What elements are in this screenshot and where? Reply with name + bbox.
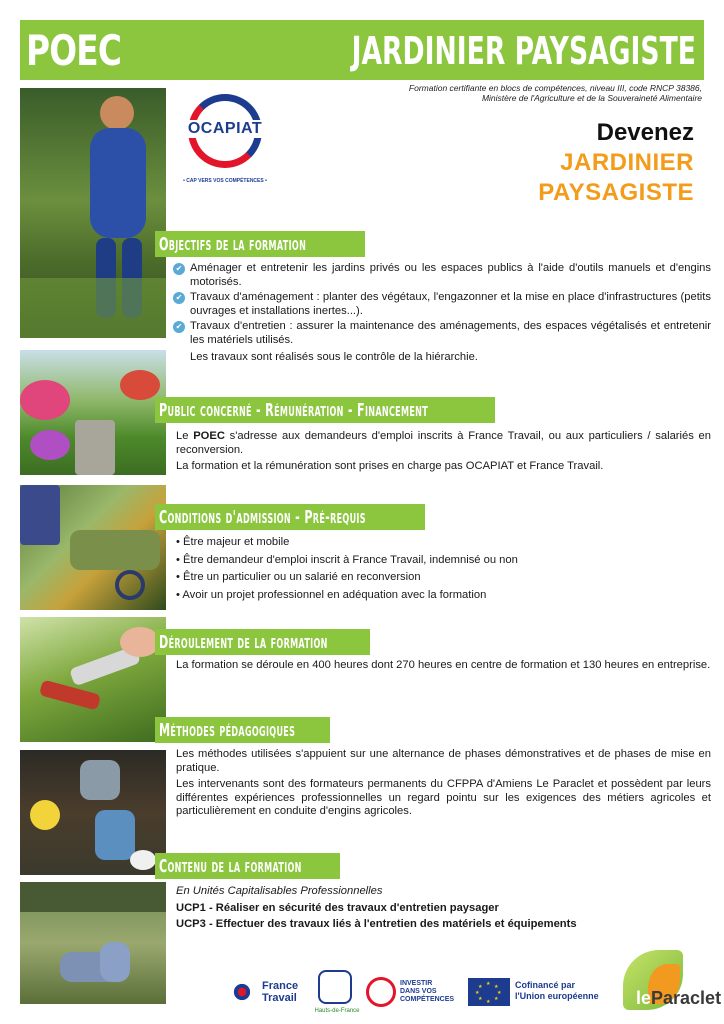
check-icon: ✔ — [173, 321, 185, 333]
section-banner-deroulement — [155, 629, 370, 655]
check-icon: ✔ — [173, 292, 185, 304]
photo-gardener-trimmer — [20, 88, 166, 338]
contenu-item: UCP1 - Réaliser en sécurité des travaux d'entretien paysager — [176, 901, 499, 914]
hero-heading — [538, 118, 694, 208]
public-p1-prefix: Le — [176, 430, 194, 442]
section-title-contenu: Contenu de la formation — [159, 856, 302, 877]
header-left-title: POEC — [26, 26, 122, 75]
header-bar — [20, 20, 704, 80]
section-title-conditions: Conditions d'admission - Pré-requis — [159, 507, 366, 528]
photo-gloved-hands — [20, 882, 166, 1004]
methodes-body — [176, 748, 711, 822]
ocapiat-logo — [170, 90, 280, 190]
investir-line-3: COMPÉTENCES — [400, 996, 455, 1003]
hero-line-1: Devenez — [596, 119, 694, 146]
methodes-paragraph-1: Les méthodes utilisées s'appuient sur une alternance de phases démonstratives et de phases de mise en pratique. — [176, 748, 711, 774]
eu-flag-icon: ★ ★ ★ ★ ★ ★ ★ ★ — [468, 978, 510, 1006]
paraclet-le: le — [636, 988, 652, 1008]
objectifs-note: Les travaux sont réalisés sous le contrôle de la hiérarchie. — [190, 351, 478, 363]
methodes-paragraph-2: Les intervenants sont des formateurs permanents du CFPPA d'Amiens Le Paraclet et possèdent par leurs différentes expériences professionnelles un regard pointu sur les exigences des métiers agricoles et particulièrement en conduite d'engins agricoles. — [176, 778, 711, 817]
certification-note — [302, 83, 702, 103]
section-banner-objectifs — [155, 231, 365, 257]
investir-label — [400, 980, 470, 1004]
contenu-item: UCP3 - Effectuer des travaux liés à l'entretien des matériels et équipements — [176, 918, 577, 930]
hauts-de-france-label: Hauts-de-France — [314, 1008, 360, 1014]
objectif-text: Aménager et entretenir les jardins privés ou les espaces publics à l'aide d'outils manuels et d'engins motorisés. — [190, 262, 711, 288]
hauts-de-france-logo-icon — [318, 970, 352, 1004]
public-paragraph-2: La formation et la rémunération sont prises en charge pas OCAPIAT et France Travail. — [176, 460, 604, 472]
section-title-deroulement: Déroulement de la formation — [159, 632, 328, 653]
investir-line-1: INVESTIR — [400, 980, 433, 987]
header-right-title: JARDINIER PAYSAGISTE — [351, 29, 696, 73]
france-travail-logo-icon — [228, 978, 256, 1006]
objectif-item — [173, 320, 711, 347]
condition-item: • Être demandeur d'emploi inscrit à France Travail, indemnisé ou non — [176, 553, 518, 566]
condition-item: • Être un particulier ou un salarié en reconversion — [176, 571, 421, 583]
eu-line-2: l'Union européenne — [515, 991, 599, 1001]
check-icon: ✔ — [173, 263, 185, 275]
objectif-item — [173, 291, 711, 318]
eu-label — [515, 980, 615, 1002]
photo-wheelbarrow — [20, 485, 166, 610]
cert-line-1: Formation certifiante en blocs de compétences, niveau III, code RNCP 38386, — [408, 83, 702, 93]
france-travail-line-2: Travail — [262, 992, 297, 1004]
contenu-intro: En Unités Capitalisables Professionnelles — [176, 885, 383, 897]
public-p1-rest: s'adresse aux demandeurs d'emploi inscrits à France Travail, ou aux particuliers / salariés en reconversion. — [176, 430, 712, 456]
france-travail-line-1: France — [262, 980, 299, 992]
ocapiat-tagline: • CAP VERS VOS COMPÉTENCES • — [183, 178, 267, 184]
partner-logos — [228, 950, 722, 1020]
section-banner-conditions — [155, 504, 425, 530]
section-title-methodes: Méthodes pédagogiques — [159, 720, 296, 741]
section-title-objectifs: Objectifs de la formation — [159, 234, 307, 255]
objectif-text: Travaux d'entretien : assurer la maintenance des aménagements, des espaces végétalisés et entretenir les matériels utilisés. — [190, 320, 711, 346]
hero-line-3: PAYSAGISTE — [538, 179, 694, 206]
investir-logo-icon — [366, 977, 396, 1007]
paraclet-name: Paraclet — [651, 988, 722, 1008]
photo-garden-path — [20, 350, 166, 475]
objectif-item — [173, 262, 711, 289]
objectifs-body — [173, 262, 711, 368]
paraclet-logo-text — [636, 988, 721, 1009]
deroulement-paragraph: La formation se déroule en 400 heures dont 270 heures en centre de formation et 130 heures en entreprise. — [176, 659, 711, 671]
conditions-body — [176, 536, 711, 606]
investir-line-2: DANS VOS — [400, 988, 437, 995]
condition-item: • Avoir un projet professionnel en adéquation avec la formation — [176, 588, 487, 601]
cert-line-2: Ministère de l'Agriculture et de la Souveraineté Alimentaire — [481, 93, 702, 103]
section-banner-contenu — [155, 853, 340, 879]
france-travail-label — [262, 980, 298, 1004]
section-banner-methodes — [155, 717, 330, 743]
public-body — [176, 430, 711, 477]
contenu-body — [176, 885, 711, 932]
eu-line-1: Cofinancé par — [515, 980, 576, 990]
section-title-public: Public concerné - Rémunération - Financement — [159, 400, 429, 421]
hero-line-2: JARDINIER — [560, 149, 694, 176]
photo-planting-flowers — [20, 750, 166, 875]
objectif-text: Travaux d'aménagement : planter des végétaux, l'engazonner et la mise en place d'infrastructures (petits ouvrages et installations inertes...). — [190, 291, 711, 317]
photo-pruning-shears — [20, 617, 166, 742]
condition-item: • Être majeur et mobile — [176, 536, 290, 548]
section-banner-public — [155, 397, 495, 423]
ocapiat-name: OCAPIAT — [170, 120, 280, 138]
public-paragraph-1 — [176, 430, 711, 457]
public-p1-bold: POEC — [193, 430, 225, 442]
deroulement-body — [176, 659, 711, 676]
